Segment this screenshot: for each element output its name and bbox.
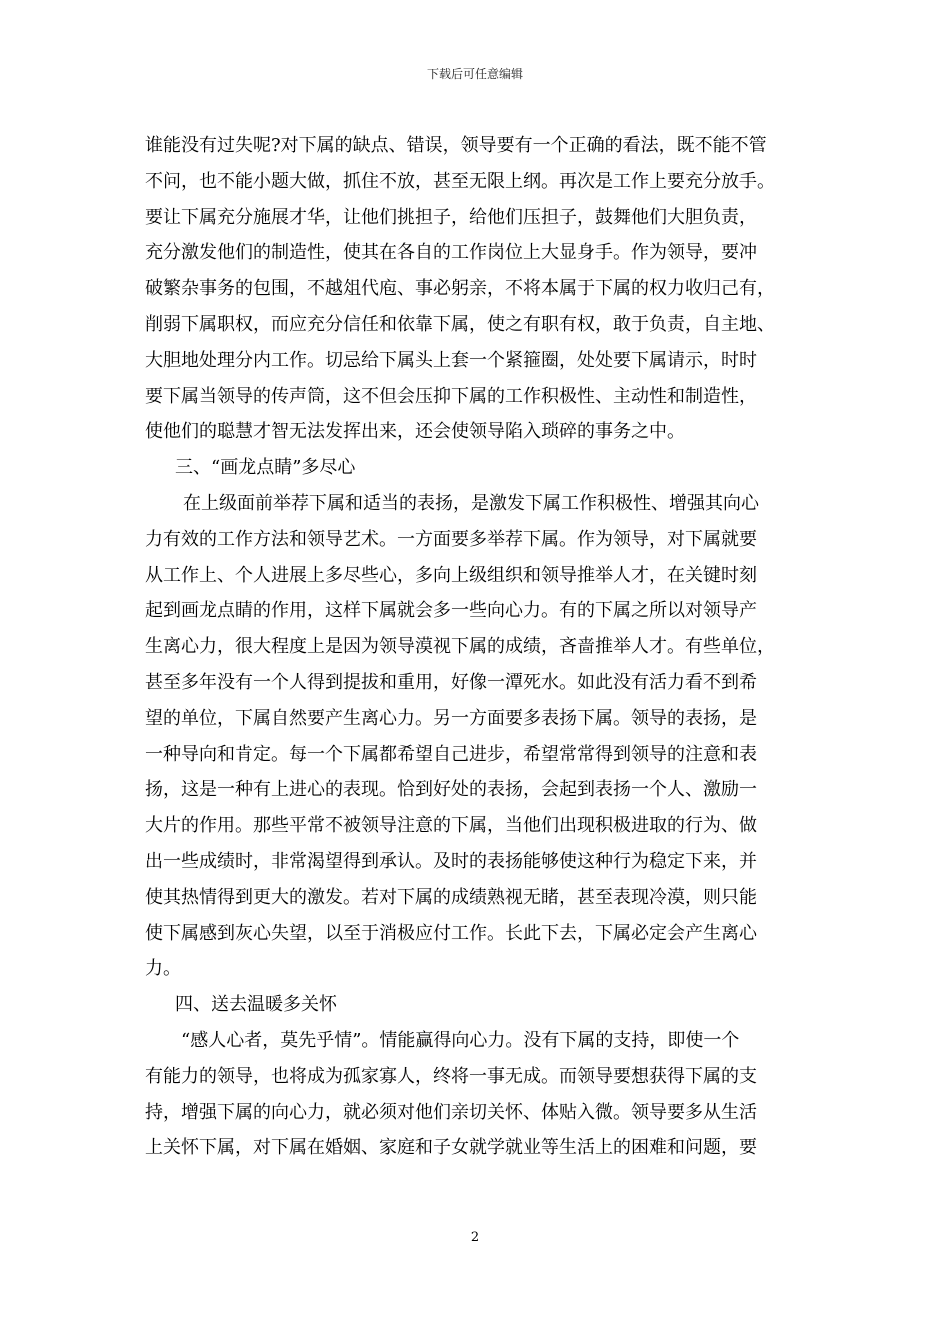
body-line: 上关怀下属，对下属在婚姻、家庭和子女就学就业等生活上的困难和问题，要 bbox=[145, 1137, 757, 1159]
section-heading-4: 四、送去温暖多关怀 bbox=[175, 994, 337, 1016]
page-header: 下载后可任意编辑 bbox=[426, 67, 523, 81]
document-body bbox=[145, 128, 813, 1166]
body-line: 起到画龙点睛的作用，这样下属就会多一些向心力。有的下属之所以对领导产 bbox=[145, 600, 757, 622]
body-line: 持，增强下属的向心力，就必须对他们亲切关怀、体贴入微。领导要多从生活 bbox=[145, 1101, 757, 1123]
page-number: 2 bbox=[470, 1230, 480, 1245]
body-line: 使他们的聪慧才智无法发挥出来，还会使领导陷入琐碎的事务之中。 bbox=[145, 421, 685, 443]
section-heading-3: 三、“画龙点睛”多尽心 bbox=[175, 457, 356, 479]
body-line: 谁能没有过失呢?对下属的缺点、错误，领导要有一个正确的看法，既不能不管 bbox=[145, 135, 767, 156]
body-line: 削弱下属职权，而应充分信任和依靠下属，使之有职有权，敢于负责，自主地、 bbox=[145, 313, 775, 335]
body-line: 有能力的领导，也将成为孤家寡人，终将一事无成。而领导要想获得下属的支 bbox=[145, 1065, 757, 1087]
body-line: 甚至多年没有一个人得到提拔和重用，好像一潭死水。如此没有活力看不到希 bbox=[145, 671, 757, 693]
body-line: 扬，这是一种有上进心的表现。恰到好处的表扬，会起到表扬一个人、激励一 bbox=[145, 779, 757, 801]
body-line: 大胆地处理分内工作。切忌给下属头上套一个紧箍圈，处处要下属请示，时时 bbox=[145, 349, 757, 371]
body-line: 使其热情得到更大的激发。若对下属的成绩熟视无睹，甚至表现冷漠，则只能 bbox=[145, 886, 757, 908]
body-line: 要下属当领导的传声筒，这不但会压抑下属的工作积极性、主动性和制造性， bbox=[145, 385, 757, 407]
body-line: 充分激发他们的制造性，使其在各自的工作岗位上大显身手。作为领导，要冲 bbox=[145, 242, 757, 264]
paragraph-first-line: “感人心者，莫先乎情”。情能赢得向心力。没有下属的支持，即使一个 bbox=[181, 1029, 740, 1051]
body-line: 从工作上、个人进展上多尽些心，多向上级组织和领导推举人才，在关键时刻 bbox=[145, 564, 757, 586]
body-line: 望的单位，下属自然要产生离心力。另一方面要多表扬下属。领导的表扬，是 bbox=[145, 707, 757, 729]
body-line: 大片的作用。那些平常不被领导注意的下属，当他们出现积极进取的行为、做 bbox=[145, 815, 757, 837]
body-line: 出一些成绩时，非常渴望得到承认。及时的表扬能够使这种行为稳定下来，并 bbox=[145, 850, 757, 872]
body-line: 生离心力，很大程度上是因为领导漠视下属的成绩，吝啬推举人才。有些单位， bbox=[145, 636, 775, 658]
body-line: 使下属感到灰心失望，以至于消极应付工作。长此下去，下属必定会产生离心 bbox=[145, 922, 757, 944]
body-line: 不问，也不能小题大做，抓住不放，甚至无限上纲。再次是工作上要充分放手。 bbox=[145, 170, 775, 192]
paragraph-first-line: 在上级面前举荐下属和适当的表扬，是激发下属工作积极性、增强其向心 bbox=[183, 492, 759, 514]
body-line: 破繁杂事务的包围，不越俎代庖、事必躬亲，不将本属于下属的权力收归己有， bbox=[145, 278, 775, 300]
body-line: 要让下属充分施展才华，让他们挑担子，给他们压担子，鼓舞他们大胆负责， bbox=[145, 206, 757, 228]
body-line: 力有效的工作方法和领导艺术。一方面要多举荐下属。作为领导，对下属就要 bbox=[145, 528, 757, 550]
body-line: 一种导向和肯定。每一个下属都希望自己进步，希望常常得到领导的注意和表 bbox=[145, 743, 757, 765]
body-line: 力。 bbox=[145, 958, 181, 980]
